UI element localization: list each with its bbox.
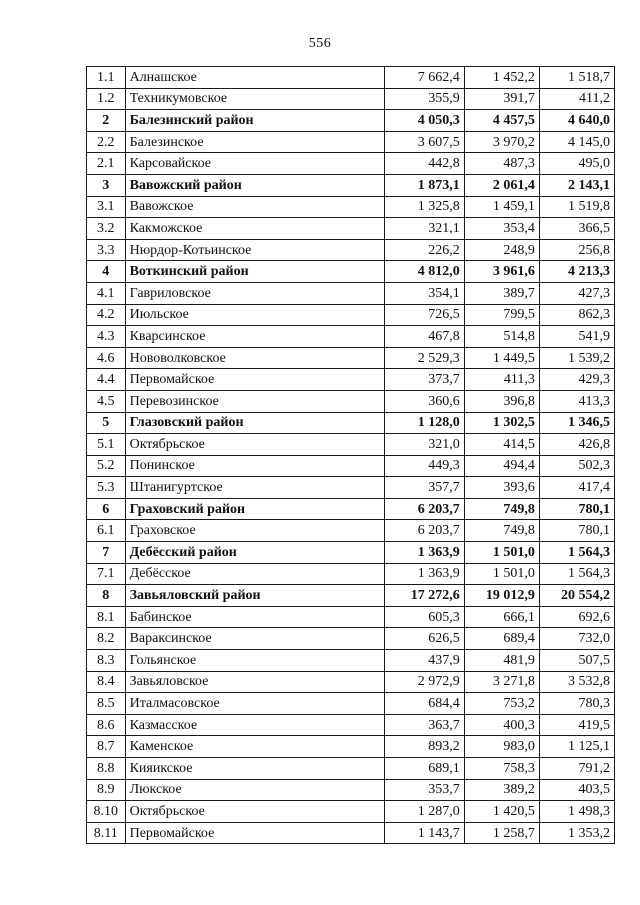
value-3-cell: 541,9 xyxy=(539,326,614,348)
value-1-cell: 1 873,1 xyxy=(384,174,464,196)
district-total-row xyxy=(87,542,615,564)
territory-name-cell: Балезинский район xyxy=(125,110,384,132)
row-number-cell: 5.1 xyxy=(87,434,126,456)
value-2-cell: 3 961,6 xyxy=(464,261,539,283)
value-2-cell: 1 459,1 xyxy=(464,196,539,218)
value-1-cell: 321,0 xyxy=(384,434,464,456)
value-2-cell: 1 452,2 xyxy=(464,67,539,89)
territory-name-cell: Октябрьское xyxy=(125,434,384,456)
value-2-cell: 4 457,5 xyxy=(464,110,539,132)
value-1-cell: 7 662,4 xyxy=(384,67,464,89)
row-number-cell: 4 xyxy=(87,261,126,283)
territory-name-cell: Гольянское xyxy=(125,650,384,672)
value-2-cell: 494,4 xyxy=(464,455,539,477)
settlement-row xyxy=(87,455,615,477)
value-2-cell: 353,4 xyxy=(464,218,539,240)
territory-name-cell: Первомайское xyxy=(125,822,384,844)
row-number-cell: 3.1 xyxy=(87,196,126,218)
value-2-cell: 753,2 xyxy=(464,693,539,715)
value-3-cell: 426,8 xyxy=(539,434,614,456)
row-number-cell: 4.1 xyxy=(87,282,126,304)
value-1-cell: 2 529,3 xyxy=(384,347,464,369)
value-3-cell: 3 532,8 xyxy=(539,671,614,693)
territory-name-cell: Первомайское xyxy=(125,369,384,391)
value-1-cell: 893,2 xyxy=(384,736,464,758)
value-3-cell: 413,3 xyxy=(539,390,614,412)
territory-name-cell: Италмасовское xyxy=(125,693,384,715)
value-1-cell: 605,3 xyxy=(384,606,464,628)
district-total-row xyxy=(87,261,615,283)
value-2-cell: 414,5 xyxy=(464,434,539,456)
row-number-cell: 8.10 xyxy=(87,801,126,823)
value-3-cell: 4 213,3 xyxy=(539,261,614,283)
value-3-cell: 1 539,2 xyxy=(539,347,614,369)
settlement-row xyxy=(87,563,615,585)
settlement-row xyxy=(87,304,615,326)
row-number-cell: 8.5 xyxy=(87,693,126,715)
value-1-cell: 626,5 xyxy=(384,628,464,650)
territory-name-cell: Нововолковское xyxy=(125,347,384,369)
territory-name-cell: Дебёсское xyxy=(125,563,384,585)
row-number-cell: 8.2 xyxy=(87,628,126,650)
value-2-cell: 396,8 xyxy=(464,390,539,412)
value-3-cell: 780,3 xyxy=(539,693,614,715)
value-3-cell: 2 143,1 xyxy=(539,174,614,196)
row-number-cell: 3.2 xyxy=(87,218,126,240)
value-3-cell: 1 346,5 xyxy=(539,412,614,434)
row-number-cell: 6.1 xyxy=(87,520,126,542)
value-2-cell: 3 970,2 xyxy=(464,131,539,153)
settlement-row xyxy=(87,736,615,758)
value-3-cell: 417,4 xyxy=(539,477,614,499)
territory-name-cell: Люкское xyxy=(125,779,384,801)
value-1-cell: 353,7 xyxy=(384,779,464,801)
territory-name-cell: Июльское xyxy=(125,304,384,326)
value-2-cell: 393,6 xyxy=(464,477,539,499)
value-1-cell: 3 607,5 xyxy=(384,131,464,153)
value-2-cell: 749,8 xyxy=(464,520,539,542)
value-3-cell: 1 564,3 xyxy=(539,563,614,585)
row-number-cell: 5 xyxy=(87,412,126,434)
row-number-cell: 2 xyxy=(87,110,126,132)
value-2-cell: 487,3 xyxy=(464,153,539,175)
value-1-cell: 226,2 xyxy=(384,239,464,261)
settlement-row xyxy=(87,390,615,412)
territory-name-cell: Нюрдор-Котьинское xyxy=(125,239,384,261)
territory-name-cell: Гавриловское xyxy=(125,282,384,304)
value-3-cell: 256,8 xyxy=(539,239,614,261)
value-1-cell: 1 363,9 xyxy=(384,563,464,585)
value-1-cell: 437,9 xyxy=(384,650,464,672)
territory-name-cell: Кияикское xyxy=(125,758,384,780)
territory-name-cell: Бабинское xyxy=(125,606,384,628)
settlement-row xyxy=(87,282,615,304)
row-number-cell: 3 xyxy=(87,174,126,196)
settlement-row xyxy=(87,88,615,110)
value-2-cell: 400,3 xyxy=(464,714,539,736)
row-number-cell: 8 xyxy=(87,585,126,607)
settlement-row xyxy=(87,650,615,672)
value-3-cell: 1 518,7 xyxy=(539,67,614,89)
settlement-row xyxy=(87,520,615,542)
settlement-row xyxy=(87,347,615,369)
row-number-cell: 1.2 xyxy=(87,88,126,110)
row-number-cell: 4.6 xyxy=(87,347,126,369)
settlement-row xyxy=(87,628,615,650)
settlement-row xyxy=(87,693,615,715)
territory-name-cell: Каменское xyxy=(125,736,384,758)
value-3-cell: 4 145,0 xyxy=(539,131,614,153)
value-3-cell: 1 519,8 xyxy=(539,196,614,218)
value-2-cell: 514,8 xyxy=(464,326,539,348)
value-2-cell: 1 449,5 xyxy=(464,347,539,369)
territory-name-cell: Дебёсский район xyxy=(125,542,384,564)
value-1-cell: 684,4 xyxy=(384,693,464,715)
value-1-cell: 449,3 xyxy=(384,455,464,477)
row-number-cell: 6 xyxy=(87,498,126,520)
row-number-cell: 4.2 xyxy=(87,304,126,326)
row-number-cell: 2.2 xyxy=(87,131,126,153)
row-number-cell: 8.11 xyxy=(87,822,126,844)
territory-name-cell: Карсовайское xyxy=(125,153,384,175)
settlement-row xyxy=(87,153,615,175)
territory-name-cell: Алнашское xyxy=(125,67,384,89)
value-2-cell: 983,0 xyxy=(464,736,539,758)
territory-name-cell: Граховское xyxy=(125,520,384,542)
value-2-cell: 666,1 xyxy=(464,606,539,628)
territory-name-cell: Балезинское xyxy=(125,131,384,153)
row-number-cell: 8.3 xyxy=(87,650,126,672)
territory-name-cell: Воткинский район xyxy=(125,261,384,283)
territory-name-cell: Казмасское xyxy=(125,714,384,736)
settlement-row xyxy=(87,714,615,736)
value-2-cell: 1 501,0 xyxy=(464,563,539,585)
value-2-cell: 389,7 xyxy=(464,282,539,304)
value-3-cell: 780,1 xyxy=(539,520,614,542)
value-1-cell: 1 325,8 xyxy=(384,196,464,218)
row-number-cell: 4.5 xyxy=(87,390,126,412)
value-2-cell: 391,7 xyxy=(464,88,539,110)
value-1-cell: 6 203,7 xyxy=(384,520,464,542)
district-total-row xyxy=(87,498,615,520)
value-3-cell: 4 640,0 xyxy=(539,110,614,132)
value-3-cell: 732,0 xyxy=(539,628,614,650)
settlement-row xyxy=(87,369,615,391)
row-number-cell: 2.1 xyxy=(87,153,126,175)
value-1-cell: 363,7 xyxy=(384,714,464,736)
settlement-row xyxy=(87,196,615,218)
value-3-cell: 502,3 xyxy=(539,455,614,477)
value-1-cell: 1 363,9 xyxy=(384,542,464,564)
territory-name-cell: Штанигуртское xyxy=(125,477,384,499)
territory-name-cell: Вавожское xyxy=(125,196,384,218)
value-1-cell: 355,9 xyxy=(384,88,464,110)
district-total-row xyxy=(87,110,615,132)
territory-name-cell: Октябрьское xyxy=(125,801,384,823)
settlement-row xyxy=(87,239,615,261)
value-1-cell: 6 203,7 xyxy=(384,498,464,520)
value-2-cell: 749,8 xyxy=(464,498,539,520)
value-1-cell: 4 050,3 xyxy=(384,110,464,132)
territory-name-cell: Вараксинское xyxy=(125,628,384,650)
value-1-cell: 4 812,0 xyxy=(384,261,464,283)
row-number-cell: 1.1 xyxy=(87,67,126,89)
settlement-row xyxy=(87,822,615,844)
row-number-cell: 5.2 xyxy=(87,455,126,477)
value-2-cell: 1 302,5 xyxy=(464,412,539,434)
territory-name-cell: Глазовский район xyxy=(125,412,384,434)
row-number-cell: 4.3 xyxy=(87,326,126,348)
settlement-row xyxy=(87,67,615,89)
table-body xyxy=(87,67,615,844)
settlement-row xyxy=(87,326,615,348)
value-1-cell: 442,8 xyxy=(384,153,464,175)
value-1-cell: 689,1 xyxy=(384,758,464,780)
row-number-cell: 8.4 xyxy=(87,671,126,693)
value-3-cell: 1 564,3 xyxy=(539,542,614,564)
district-total-row xyxy=(87,585,615,607)
value-2-cell: 1 501,0 xyxy=(464,542,539,564)
row-number-cell: 7.1 xyxy=(87,563,126,585)
territory-name-cell: Вавожский район xyxy=(125,174,384,196)
settlement-row xyxy=(87,477,615,499)
value-3-cell: 1 498,3 xyxy=(539,801,614,823)
value-3-cell: 507,5 xyxy=(539,650,614,672)
value-1-cell: 373,7 xyxy=(384,369,464,391)
territory-name-cell: Завьяловское xyxy=(125,671,384,693)
value-3-cell: 403,5 xyxy=(539,779,614,801)
territory-name-cell: Техникумовское xyxy=(125,88,384,110)
value-2-cell: 3 271,8 xyxy=(464,671,539,693)
value-3-cell: 366,5 xyxy=(539,218,614,240)
value-1-cell: 2 972,9 xyxy=(384,671,464,693)
value-2-cell: 481,9 xyxy=(464,650,539,672)
value-3-cell: 429,3 xyxy=(539,369,614,391)
settlement-row xyxy=(87,779,615,801)
value-2-cell: 248,9 xyxy=(464,239,539,261)
value-1-cell: 354,1 xyxy=(384,282,464,304)
value-2-cell: 19 012,9 xyxy=(464,585,539,607)
value-3-cell: 1 353,2 xyxy=(539,822,614,844)
value-2-cell: 758,3 xyxy=(464,758,539,780)
territory-name-cell: Граховский район xyxy=(125,498,384,520)
district-total-row xyxy=(87,174,615,196)
row-number-cell: 4.4 xyxy=(87,369,126,391)
value-3-cell: 411,2 xyxy=(539,88,614,110)
settlement-row xyxy=(87,758,615,780)
settlement-row xyxy=(87,218,615,240)
territory-name-cell: Перевозинское xyxy=(125,390,384,412)
value-2-cell: 2 061,4 xyxy=(464,174,539,196)
value-2-cell: 1 420,5 xyxy=(464,801,539,823)
value-2-cell: 411,3 xyxy=(464,369,539,391)
territory-name-cell: Какможское xyxy=(125,218,384,240)
row-number-cell: 8.8 xyxy=(87,758,126,780)
value-1-cell: 357,7 xyxy=(384,477,464,499)
row-number-cell: 7 xyxy=(87,542,126,564)
row-number-cell: 8.7 xyxy=(87,736,126,758)
value-1-cell: 726,5 xyxy=(384,304,464,326)
value-3-cell: 427,3 xyxy=(539,282,614,304)
territory-name-cell: Кварсинское xyxy=(125,326,384,348)
settlement-row xyxy=(87,131,615,153)
row-number-cell: 8.6 xyxy=(87,714,126,736)
territory-name-cell: Понинское xyxy=(125,455,384,477)
settlement-row xyxy=(87,434,615,456)
value-1-cell: 17 272,6 xyxy=(384,585,464,607)
settlement-row xyxy=(87,606,615,628)
row-number-cell: 8.9 xyxy=(87,779,126,801)
value-3-cell: 495,0 xyxy=(539,153,614,175)
value-3-cell: 780,1 xyxy=(539,498,614,520)
value-3-cell: 862,3 xyxy=(539,304,614,326)
value-3-cell: 419,5 xyxy=(539,714,614,736)
value-1-cell: 1 143,7 xyxy=(384,822,464,844)
value-1-cell: 360,6 xyxy=(384,390,464,412)
value-3-cell: 791,2 xyxy=(539,758,614,780)
value-1-cell: 467,8 xyxy=(384,326,464,348)
row-number-cell: 3.3 xyxy=(87,239,126,261)
row-number-cell: 8.1 xyxy=(87,606,126,628)
value-3-cell: 20 554,2 xyxy=(539,585,614,607)
settlement-row xyxy=(87,671,615,693)
settlement-row xyxy=(87,801,615,823)
value-1-cell: 1 287,0 xyxy=(384,801,464,823)
district-total-row xyxy=(87,412,615,434)
territory-name-cell: Завьяловский район xyxy=(125,585,384,607)
value-2-cell: 389,2 xyxy=(464,779,539,801)
municipal-budget-table xyxy=(86,66,615,844)
value-3-cell: 692,6 xyxy=(539,606,614,628)
value-2-cell: 689,4 xyxy=(464,628,539,650)
value-1-cell: 321,1 xyxy=(384,218,464,240)
value-2-cell: 799,5 xyxy=(464,304,539,326)
page-number: 556 xyxy=(308,36,332,51)
value-1-cell: 1 128,0 xyxy=(384,412,464,434)
value-2-cell: 1 258,7 xyxy=(464,822,539,844)
row-number-cell: 5.3 xyxy=(87,477,126,499)
value-3-cell: 1 125,1 xyxy=(539,736,614,758)
